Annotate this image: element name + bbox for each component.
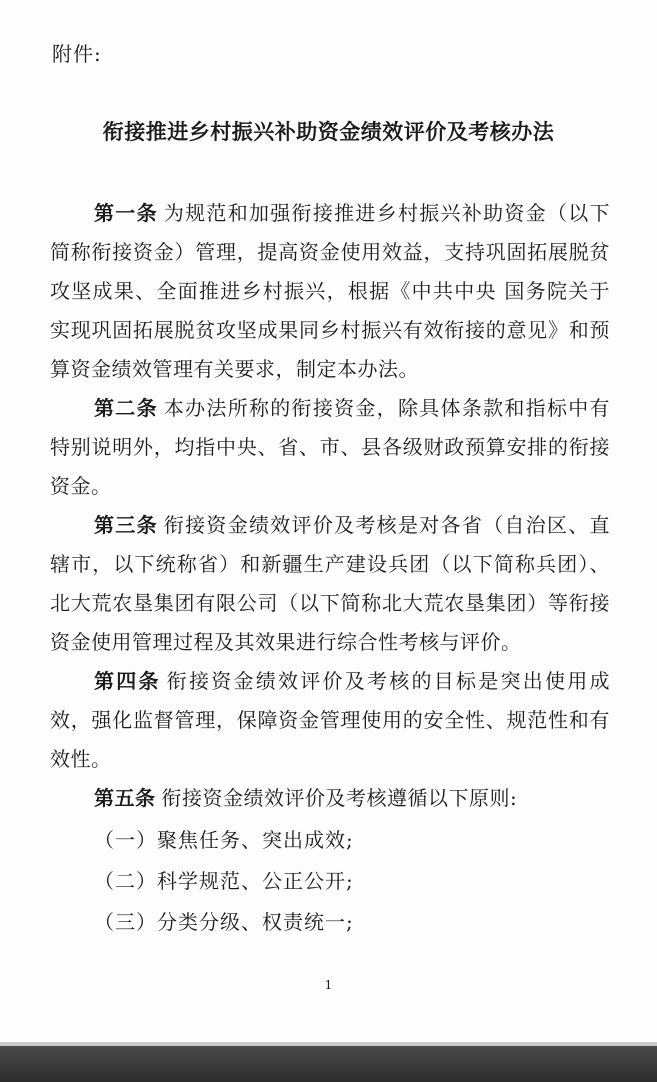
article-heading: 第四条 <box>94 669 161 693</box>
article-1 <box>50 194 610 389</box>
article-3 <box>50 506 610 662</box>
principle-item: （一）聚焦任务、突出成效; <box>94 828 354 852</box>
article-text: 本办法所称的衔接资金，除具体条款和指标中有特别说明外，均指中央、省、市、县各级财政预算安排的衔接资金。 <box>50 396 611 498</box>
article-2 <box>50 389 610 506</box>
article-text: 衔接资金绩效评价及考核是对各省（自治区、直辖市，以下统称省）和新疆生产建设兵团（以下简称兵团）、北大荒农垦集团有限公司（以下简称北大荒农垦集团）等衔接资金使用管理过程及其效果进行综合性考核与评价。 <box>50 513 611 654</box>
principle-item: （三）分类分级、权责统一; <box>94 910 354 934</box>
article-text: 衔接资金绩效评价及考核遵循以下原则: <box>161 786 518 810</box>
article-heading: 第三条 <box>94 513 158 537</box>
principle-item: （二）科学规范、公正公开; <box>94 869 354 893</box>
article-heading: 第一条 <box>94 201 158 225</box>
article-5 <box>50 779 610 818</box>
page-number: 1 <box>324 978 333 992</box>
article-text: 衔接资金绩效评价及考核的目标是突出使用成效，强化监督管理，保障资金管理使用的安全性、规范性和有效性。 <box>50 669 610 771</box>
principles-list <box>50 820 610 943</box>
attachment-label: 附件: <box>52 42 102 66</box>
article-text: 为规范和加强衔接推进乡村振兴补助资金（以下简称衔接资金）管理，提高资金使用效益，支持巩固拓展脱贫攻坚成果、全面推进乡村振兴，根据《中共中央 国务院关于实现巩固拓展脱贫攻坚成果同乡村振兴有效衔接的意见》和预算资金绩效管理有关要求，制定本办法。 <box>50 201 611 381</box>
viewer-bottom-bar <box>0 1046 657 1082</box>
document-body <box>50 194 610 943</box>
article-4 <box>50 662 610 779</box>
article-heading: 第五条 <box>94 786 156 810</box>
article-heading: 第二条 <box>94 396 158 420</box>
document-title: 衔接推进乡村振兴补助资金绩效评价及考核办法 <box>102 120 555 144</box>
